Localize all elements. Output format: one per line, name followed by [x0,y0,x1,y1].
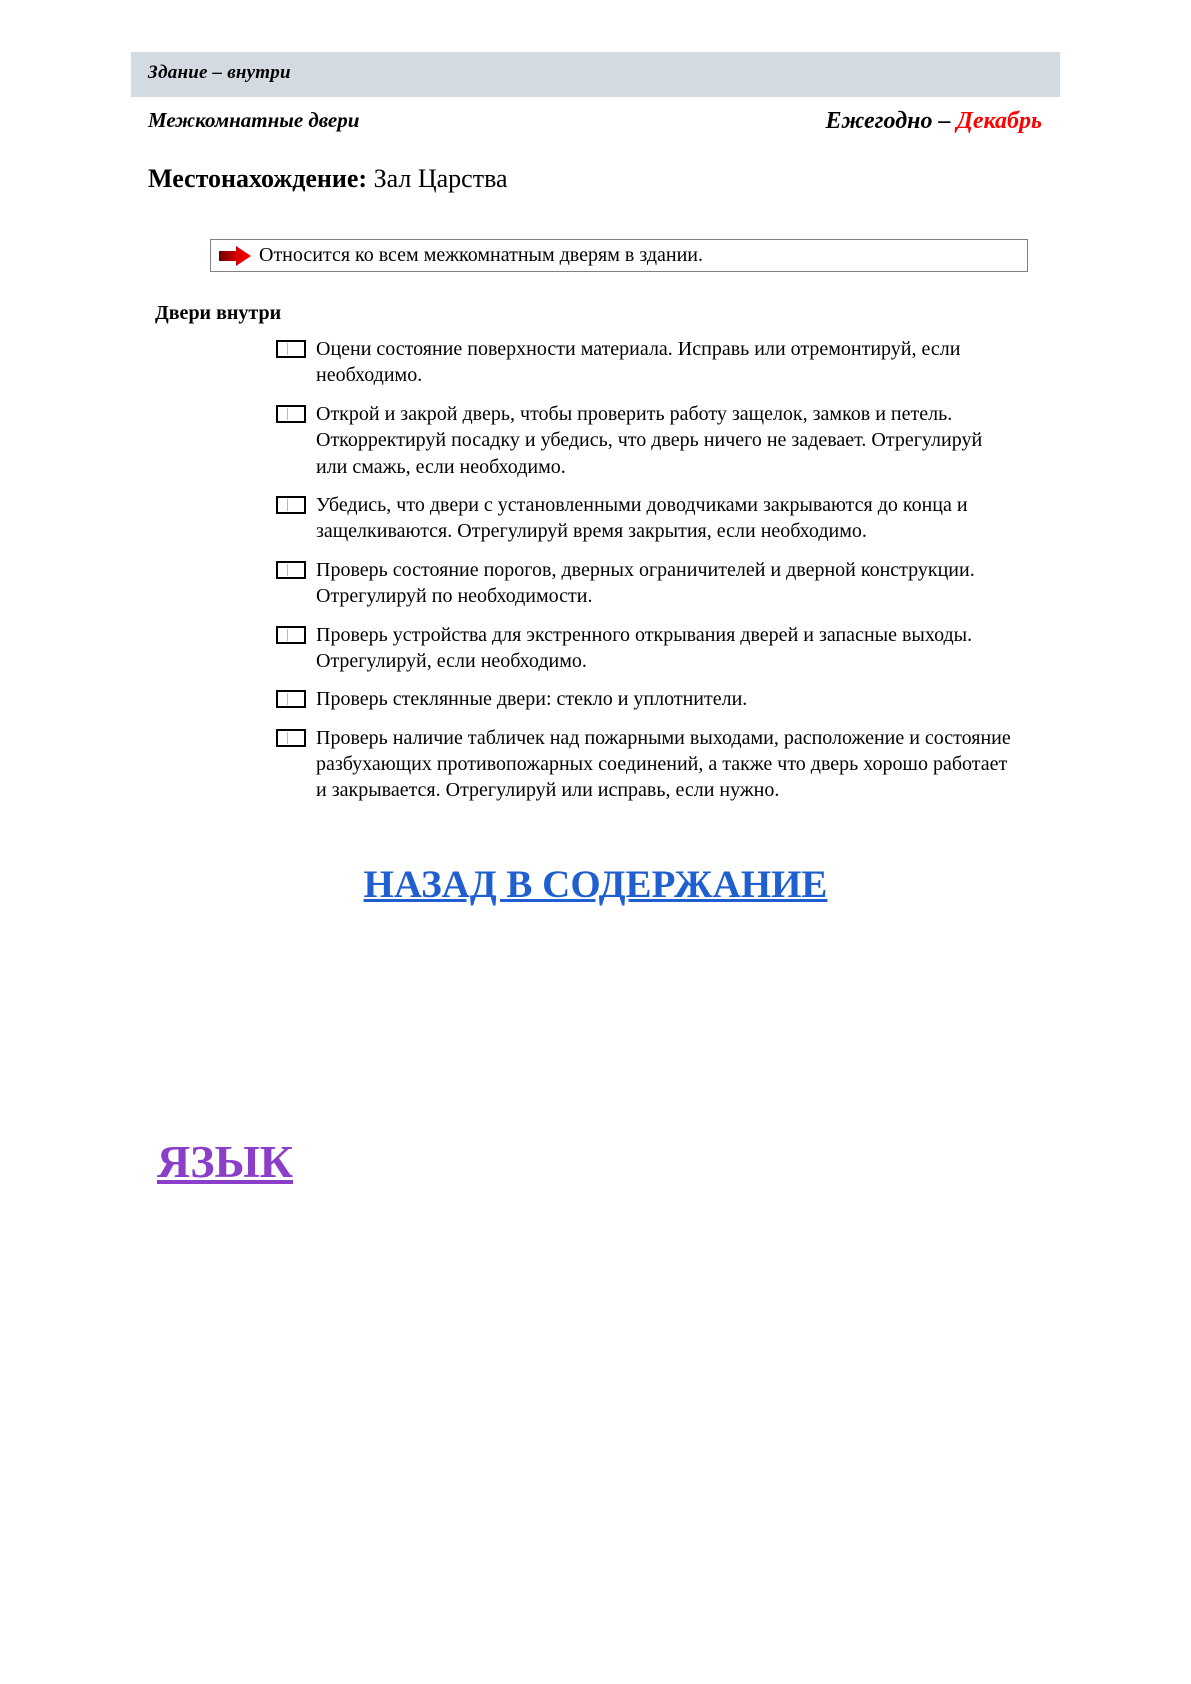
checkbox-icon[interactable] [276,729,306,747]
language-link[interactable]: ЯЗЫК [157,1136,294,1187]
checklist-item-label: Проверь стеклянные двери: стекло и уплотнители. [316,688,748,711]
checklist-item-label: Проверь состояние порогов, дверных ограничителей и дверной конструкции. Отрегулируй по необходимости. [316,558,975,608]
schedule-frequency: Ежегодно – [825,108,957,134]
back-link-container [131,862,1060,907]
header-band-label: Здание – внутри [148,62,291,83]
checklist-item[interactable] [276,492,1016,545]
checklist-item[interactable] [276,401,1016,480]
language-link-container [157,1135,293,1188]
checkbox-icon[interactable] [276,690,306,708]
location-label: Местонахождение: [148,164,368,193]
checklist-item[interactable] [276,622,1016,675]
checkbox-icon[interactable] [276,340,306,358]
red-right-arrow-icon [219,246,251,266]
note-box [210,239,1028,272]
checklist-item[interactable] [276,725,1016,804]
checklist-item-label: Проверь наличие табличек над пожарными выходами, расположение и состояние разбухающих противопожарных соединений, а также что дверь хорошо работает и закрывается. Отрегулируй или исправь, если нужно. [316,726,1011,802]
title-row [131,108,1060,142]
document-title: Межкомнатные двери [148,108,360,132]
location-row [148,164,508,194]
checkbox-icon[interactable] [276,405,306,423]
location-value: Зал Царства [367,164,508,193]
schedule-month: Декабрь [956,108,1042,134]
checklist-item-label: Проверь устройства для экстренного открывания дверей и запасные выходы. Отрегулируй, если необходимо. [316,623,973,672]
checkbox-icon[interactable] [276,561,306,579]
schedule-label [825,108,1042,135]
checklist-item[interactable] [276,336,1016,389]
checkbox-icon[interactable] [276,496,306,514]
checkbox-icon[interactable] [276,626,306,644]
checklist-item-label: Убедись, что двери с установленными доводчиками закрываются до конца и защелкиваются. Отрегулируй время закрытия, если необходимо. [316,493,968,543]
checklist-item[interactable] [276,686,1016,712]
back-to-contents-link[interactable]: НАЗАД В СОДЕРЖАНИЕ [363,863,828,906]
checklist-heading: Двери внутри [155,302,282,324]
checklist-item-label: Оцени состояние поверхности материала. Исправь или отремонтируй, если необходимо. [316,338,961,387]
header-band [131,52,1060,97]
note-text: Относится ко всем межкомнатным дверям в здании. [259,244,704,266]
checklist [276,336,1016,804]
checklist-item[interactable] [276,557,1016,610]
checklist-item-label: Открой и закрой дверь, чтобы проверить работу защелок, замков и петель. Откорректируй посадку и убедись, что дверь ничего не задевает. Отрегулируй или смажь, если необходимо. [316,402,983,478]
